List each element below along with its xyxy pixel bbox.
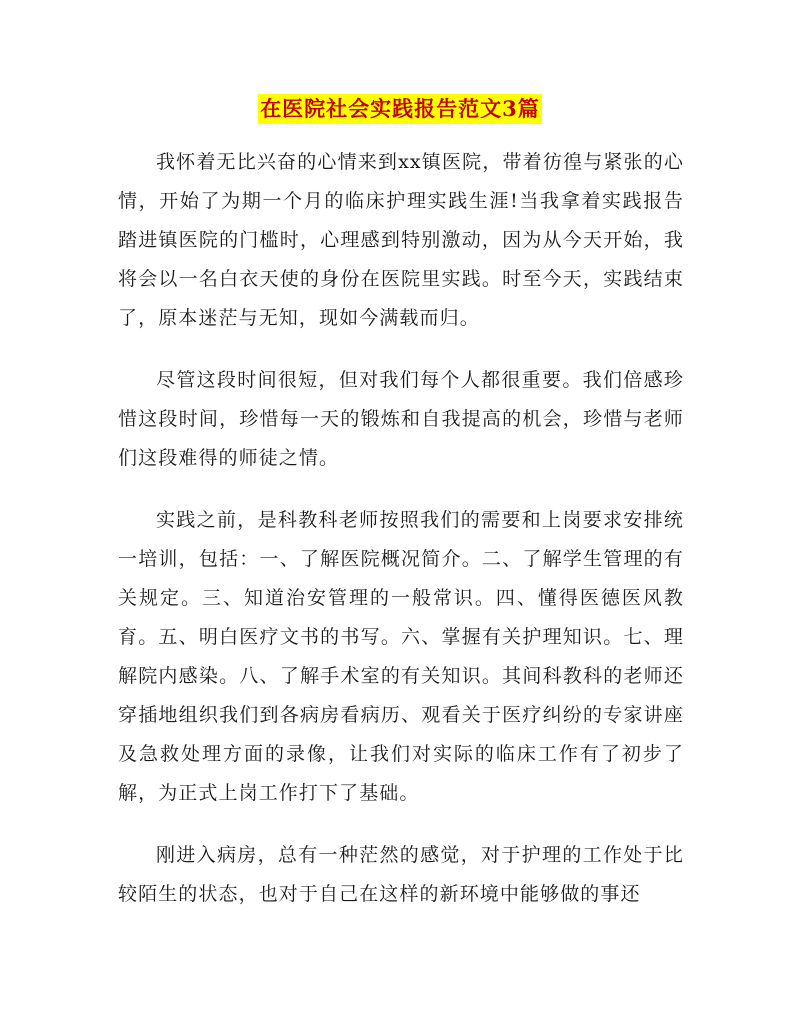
paragraph-4: 刚进入病房，总有一种茫然的感觉，对于护理的工作处于比较陌生的状态，也对于自己在这样的新环境中能够做的事还: [118, 844, 684, 905]
document-title: 在医院社会实践报告范文3篇: [258, 94, 542, 124]
paragraph-2: 尽管这段时间很短，但对我们每个人都很重要。我们倍感珍惜这段时间，珍惜每一天的锻炼和自我提高的机会，珍惜与老师们这段难得的师徒之情。: [118, 369, 684, 469]
title-container: [0, 94, 800, 124]
paragraph-1: 我怀着无比兴奋的心情来到xx镇医院，带着彷徨与紧张的心情，开始了为期一个月的临床护理实践生涯!当我拿着实践报告踏进镇医院的门槛时，心理感到特别激动，因为从今天开始，我将会以一名白衣天使的身份在医院里实践。时至今天，实践结束了，原本迷茫与无知，现如今满载而归。: [118, 151, 684, 329]
document-body: [118, 143, 684, 937]
paragraph-3: 实践之前，是科教科老师按照我们的需要和上岗要求安排统一培训，包括：一、了解医院概况简介。二、了解学生管理的有关规定。三、知道治安管理的一般常识。四、懂得医德医风教育。五、明白医疗文书的书写。六、掌握有关护理知识。七、理解院内感染。八、了解手术室的有关知识。其间科教科的老师还穿插地组织我们到各病房看病历、观看关于医疗纠纷的专家讲座及急救处理方面的录像，让我们对实际的临床工作有了初步了解，为正式上岗工作打下了基础。: [118, 509, 684, 804]
